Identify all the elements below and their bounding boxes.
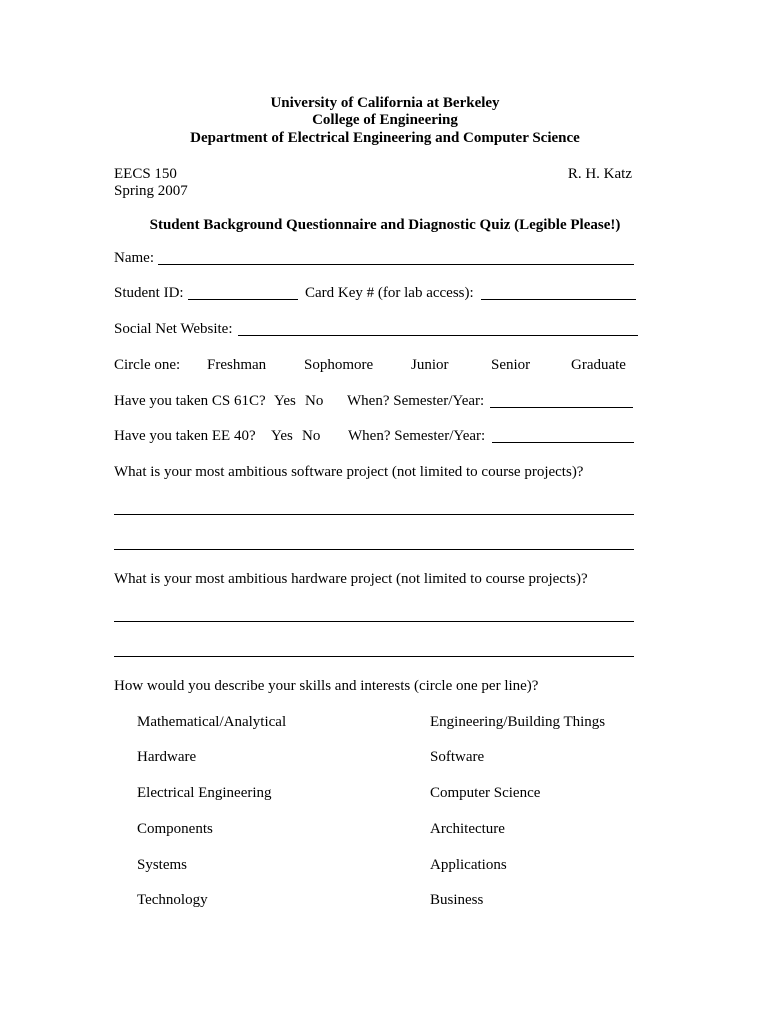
skill-option-engineering-building[interactable]: Engineering/Building Things	[430, 714, 606, 730]
cs61c-no-option[interactable]: No	[305, 393, 324, 409]
skill-option-architecture[interactable]: Architecture	[430, 821, 505, 837]
cs61c-yes-option[interactable]: Yes	[274, 393, 296, 409]
hardware-answer-line-2[interactable]	[114, 656, 634, 657]
ee40-when-answer-line[interactable]	[492, 442, 634, 443]
ee40-no-option[interactable]: No	[302, 428, 321, 444]
social-net-label: Social Net Website:	[114, 321, 233, 337]
hardware-project-question: What is your most ambitious hardware project (not limited to course projects)?	[114, 571, 588, 587]
social-net-answer-line[interactable]	[238, 335, 638, 336]
college-heading: College of Engineering	[312, 112, 458, 128]
course-term: Spring 2007	[114, 183, 188, 199]
ee40-when-label: When? Semester/Year:	[348, 428, 486, 444]
department-heading: Department of Electrical Engineering and Computer Science	[190, 130, 580, 146]
class-option-senior[interactable]: Senior	[491, 357, 531, 373]
card-key-label: Card Key # (for lab access):	[305, 285, 474, 301]
skill-option-technology[interactable]: Technology	[137, 892, 208, 908]
circle-one-label: Circle one:	[114, 357, 181, 373]
cs61c-when-label: When? Semester/Year:	[347, 393, 485, 409]
hardware-answer-line-1[interactable]	[114, 621, 634, 622]
student-id-answer-line[interactable]	[188, 299, 298, 300]
skill-option-computer-science[interactable]: Computer Science	[430, 785, 541, 801]
class-option-graduate[interactable]: Graduate	[571, 357, 626, 373]
course-code: EECS 150	[114, 166, 177, 182]
cs61c-when-answer-line[interactable]	[490, 407, 633, 408]
skill-option-systems[interactable]: Systems	[137, 857, 188, 873]
skill-option-business[interactable]: Business	[430, 892, 484, 908]
software-answer-line-1[interactable]	[114, 514, 634, 515]
questionnaire-title: Student Background Questionnaire and Diagnostic Quiz (Legible Please!)	[149, 217, 621, 233]
skill-option-mathematical-analytical[interactable]: Mathematical/Analytical	[137, 714, 287, 730]
software-project-question: What is your most ambitious software project (not limited to course projects)?	[114, 464, 584, 480]
cs61c-question: Have you taken CS 61C?	[114, 393, 266, 409]
student-id-label: Student ID:	[114, 285, 184, 301]
skill-option-software[interactable]: Software	[430, 749, 485, 765]
software-answer-line-2[interactable]	[114, 549, 634, 550]
skill-option-hardware[interactable]: Hardware	[137, 749, 197, 765]
class-option-sophomore[interactable]: Sophomore	[304, 357, 374, 373]
skill-option-electrical-engineering[interactable]: Electrical Engineering	[137, 785, 272, 801]
name-label: Name:	[114, 250, 154, 266]
class-option-freshman[interactable]: Freshman	[207, 357, 267, 373]
skill-option-applications[interactable]: Applications	[430, 857, 507, 873]
university-heading: University of California at Berkeley	[270, 95, 500, 111]
ee40-question: Have you taken EE 40?	[114, 428, 256, 444]
instructor-name: R. H. Katz	[567, 166, 632, 182]
ee40-yes-option[interactable]: Yes	[271, 428, 293, 444]
class-option-junior[interactable]: Junior	[411, 357, 449, 373]
skill-option-components[interactable]: Components	[137, 821, 213, 837]
name-answer-line[interactable]	[158, 264, 634, 265]
skills-question: How would you describe your skills and interests (circle one per line)?	[114, 678, 539, 694]
card-key-answer-line[interactable]	[481, 299, 636, 300]
